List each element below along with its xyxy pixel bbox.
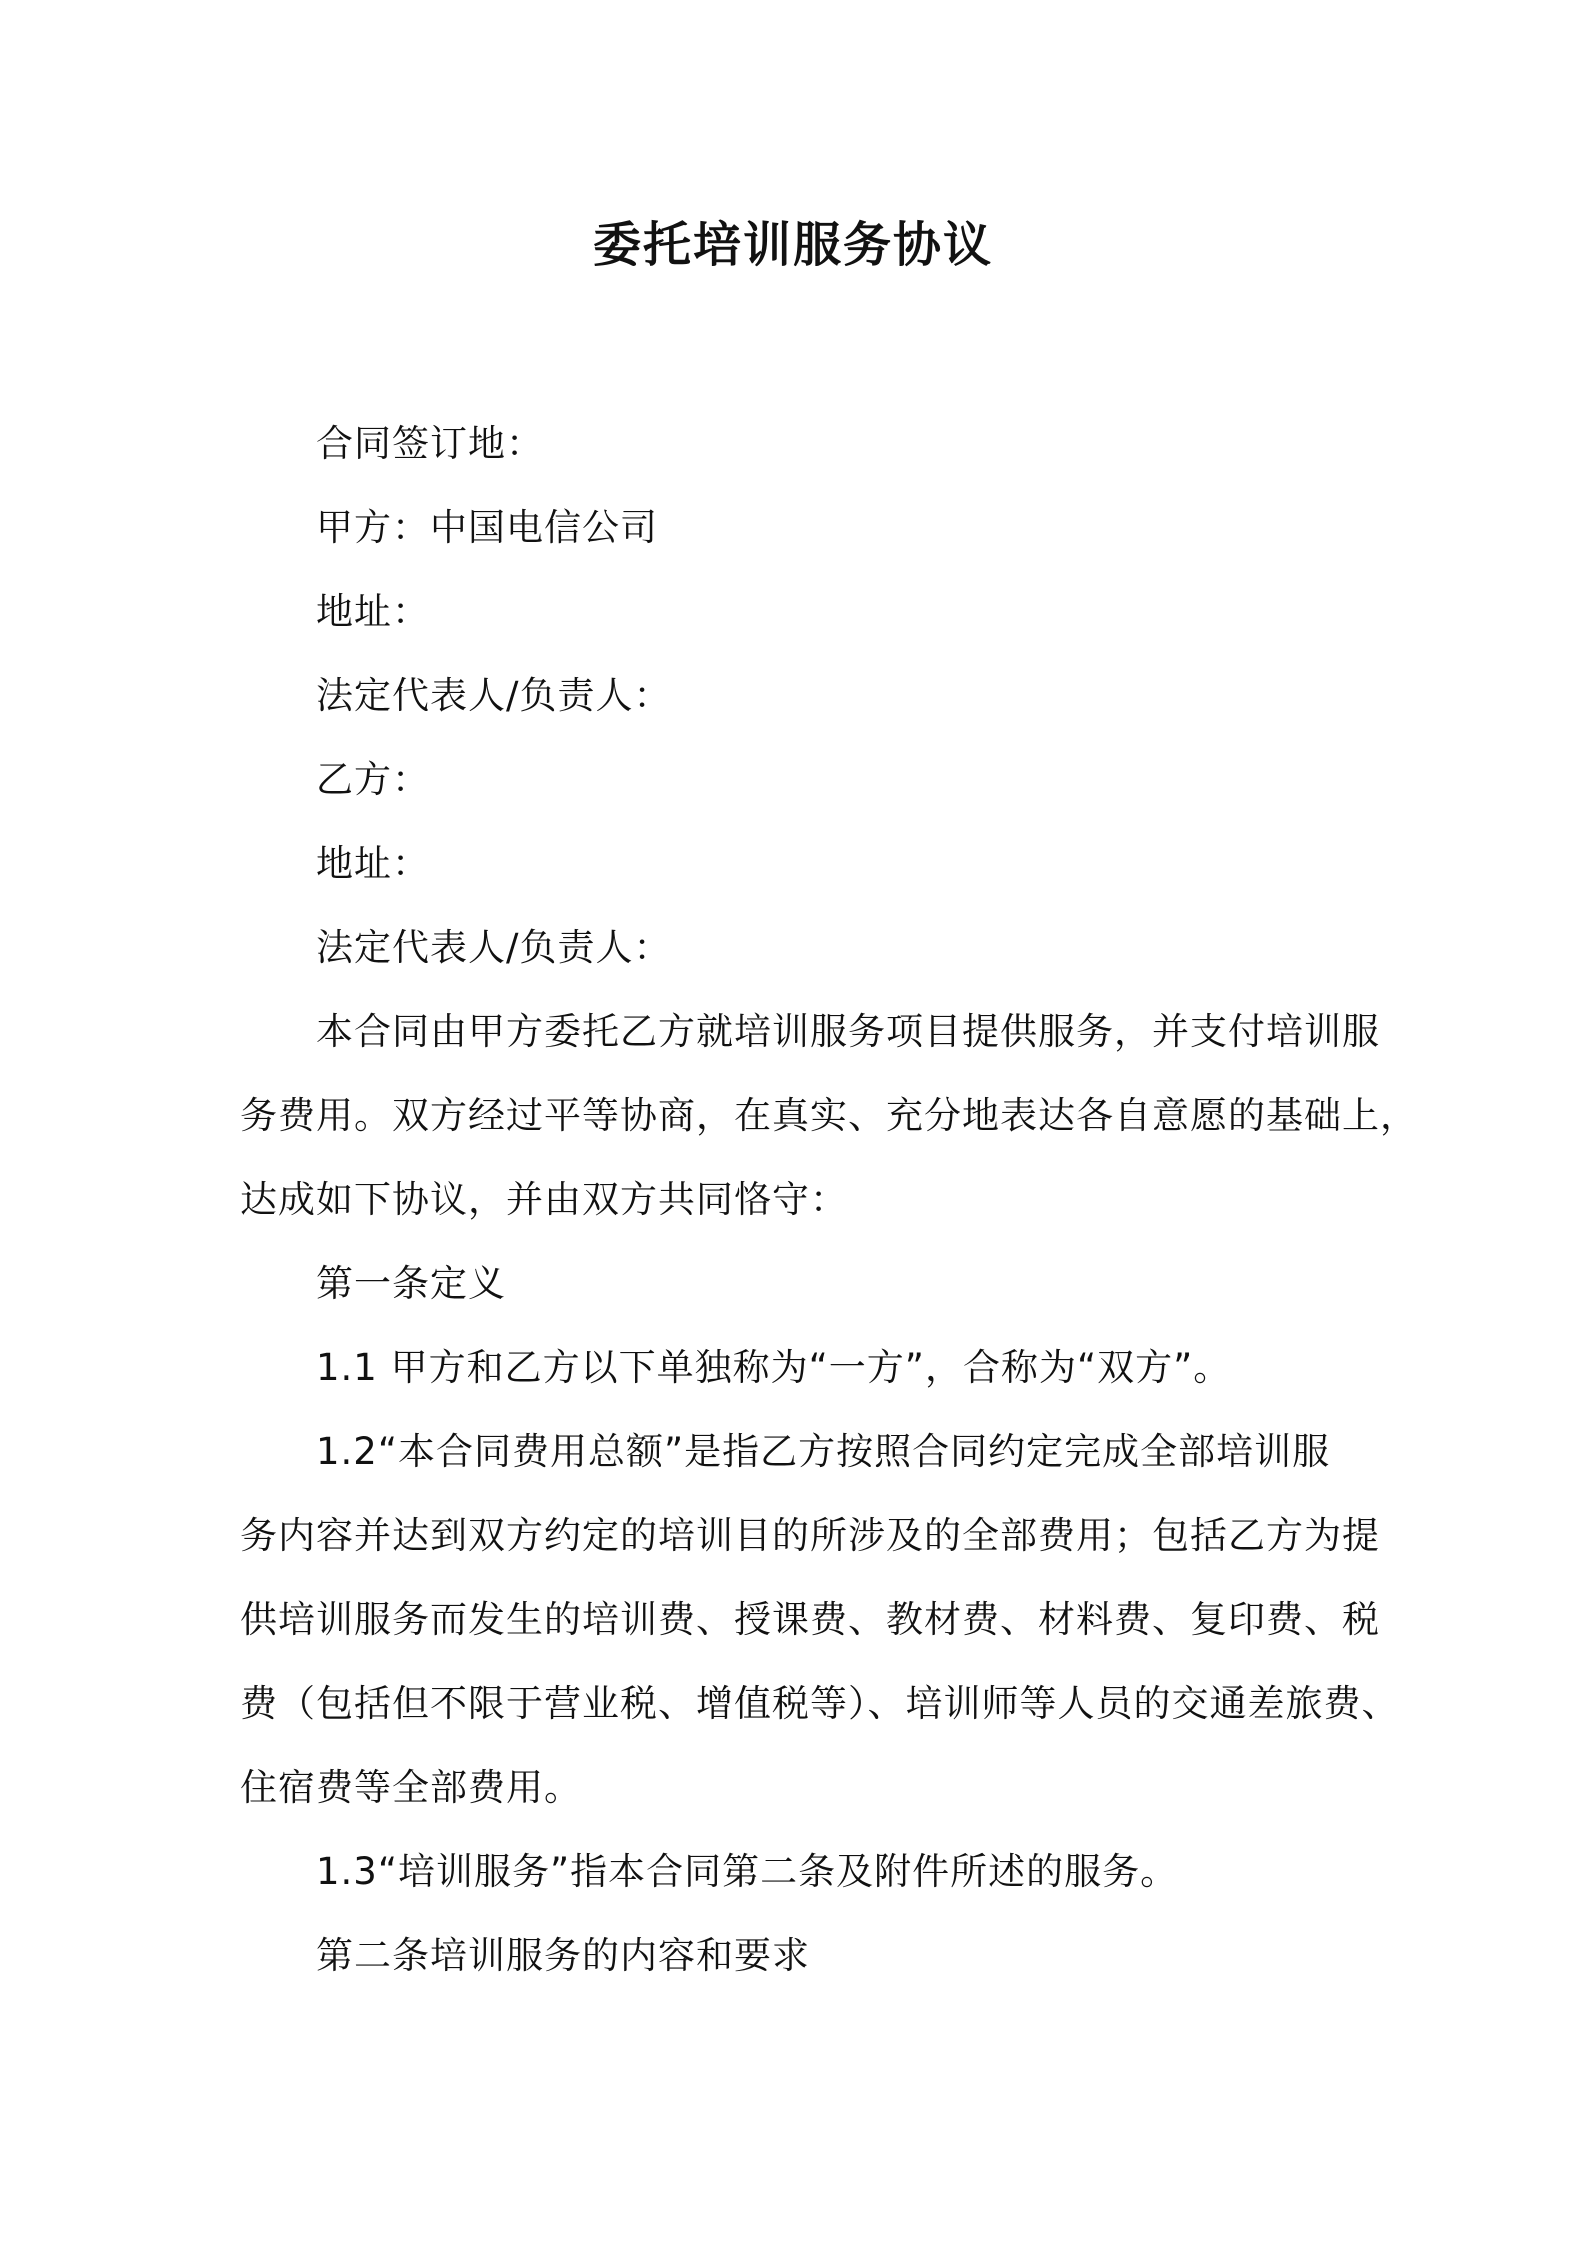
clause-1-3: 1.3“培训服务”指本合同第二条及附件所述的服务。	[316, 1850, 1179, 1893]
clause-1-2-line: 1.2“本合同费用总额”是指乙方按照合同约定完成全部培训服	[316, 1430, 1331, 1473]
article-1-heading: 第一条定义	[316, 1262, 506, 1305]
signing-place-field: 合同签订地：	[316, 422, 544, 465]
preamble-line: 达成如下协议，并由双方共同恪守：	[240, 1178, 848, 1221]
party-b-address-field: 地址：	[316, 842, 430, 885]
clause-1-2-line: 费（包括但不限于营业税、增值税等）、培训师等人员的交通差旅费、	[240, 1682, 1400, 1725]
preamble-line: 务费用。双方经过平等协商，在真实、充分地表达各自意愿的基础上，	[240, 1094, 1418, 1137]
party-b-representative-field: 法定代表人/负责人：	[316, 926, 672, 969]
preamble-line: 本合同由甲方委托乙方就培训服务项目提供服务，并支付培训服	[316, 1010, 1380, 1053]
party-a-representative-field: 法定代表人/负责人：	[316, 674, 672, 717]
party-a-field: 甲方：中国电信公司	[316, 506, 658, 549]
document-title: 委托培训服务协议	[592, 217, 993, 273]
article-2-heading: 第二条培训服务的内容和要求	[316, 1934, 810, 1977]
clause-1-2-line: 务内容并达到双方约定的培训目的所涉及的全部费用；包括乙方为提	[240, 1514, 1380, 1557]
clause-1-2-line: 住宿费等全部费用。	[240, 1766, 582, 1809]
party-b-field: 乙方：	[316, 758, 430, 801]
document-body	[240, 402, 1418, 1998]
party-a-address-field: 地址：	[316, 590, 430, 633]
clause-1-2-line: 供培训服务而发生的培训费、授课费、教材费、材料费、复印费、税	[240, 1598, 1380, 1641]
clause-1-1: 1.1 甲方和乙方以下单独称为“一方”，合称为“双方”。	[316, 1346, 1232, 1389]
